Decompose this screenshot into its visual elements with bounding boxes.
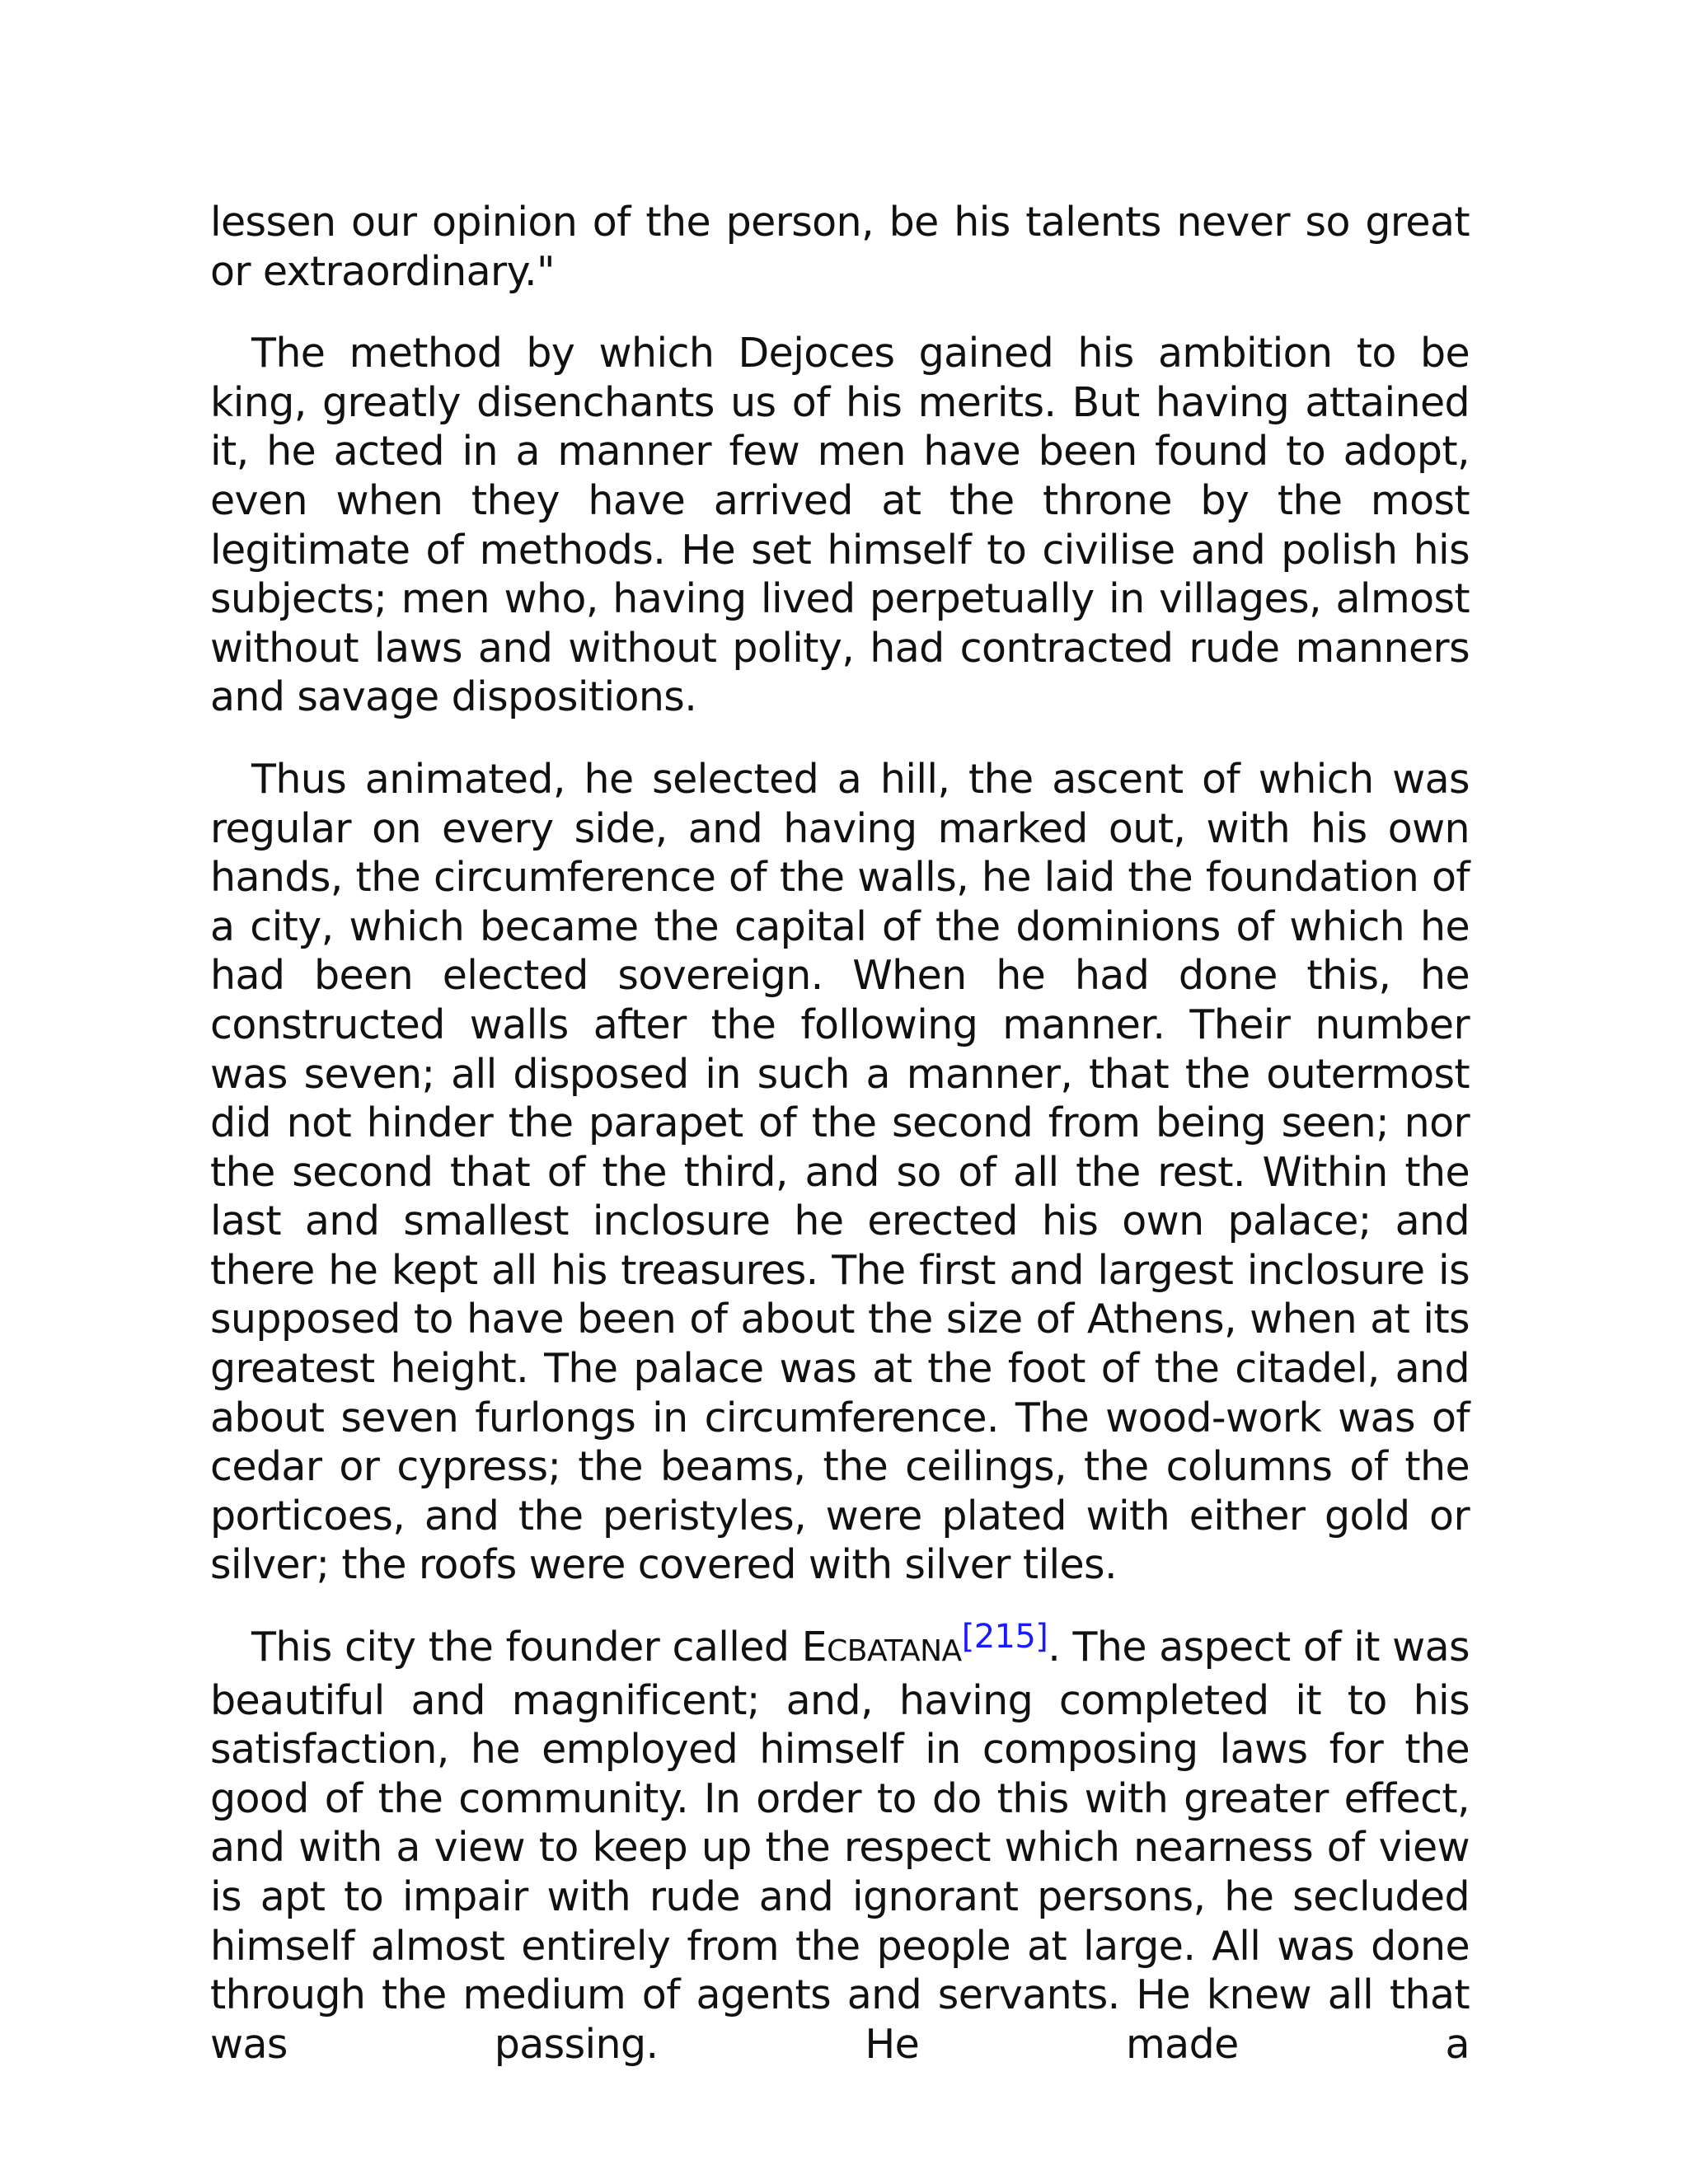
city-name-initial: E: [801, 1624, 828, 1671]
paragraph-dejoces-method: The method by which Dejoces gained his ambition to be king, greatly disenchants us of his merits. But having attained it, he acted in a manner few men have been found to adopt, even when they have arrived at the throne by the most legitimate of methods. He set himself to civilise and polish his subjects; men who, having lived perpetually in villages, almost without laws and without polity, had contracted rude manners and savage dispositions.: [210, 330, 1470, 721]
footnote-reference-link[interactable]: [215]: [961, 1618, 1048, 1657]
city-name-rest: CBATANA: [827, 1634, 962, 1669]
page-content: [210, 198, 1470, 2102]
city-name-ecbatana: [802, 1624, 962, 1671]
paragraph-continuation: lessen our opinion of the person, be his talents never so great or extraordinary.": [210, 199, 1470, 295]
paragraph-ecbatana-lead: This city the founder called: [251, 1624, 802, 1671]
paragraph-ecbatana-rest: . The aspect of it was beautiful and magnificent; and, having completed it to his satisfaction, he employed himself in composing laws for the good of the community. In order to do this with greater effect, and with a view to keep up the respect which nearness of view is apt to impair with rude and ignorant persons, he secluded himself almost entirely from the people at large. All was done through the medium of agents and servants. He knew all that was passing. He made a: [210, 1624, 1470, 2068]
paragraph-city-walls: Thus animated, he selected a hill, the ascent of which was regular on every side, and having marked out, with his own hands, the circumference of the walls, he laid the foundation of a city, which became the capital of the dominions of which he had been elected sovereign. When he had done this, he constructed walls after the following manner. Their number was seven; all disposed in such a manner, that the outermost did not hinder the parapet of the second from being seen; nor the second that of the third, and so of all the rest. Within the last and smallest inclosure he erected his own palace; and there he kept all his treasures. The first and largest inclosure is supposed to have been of about the size of Athens, when at its greatest height. The palace was at the foot of the citadel, and about seven furlongs in circumference. The wood-work was of cedar or cypress; the beams, the ceilings, the columns of the porticoes, and the peristyles, were plated with either gold or silver; the roofs were covered with silver tiles.: [210, 755, 1470, 1589]
paragraph-ecbatana: [210, 1618, 1470, 2069]
